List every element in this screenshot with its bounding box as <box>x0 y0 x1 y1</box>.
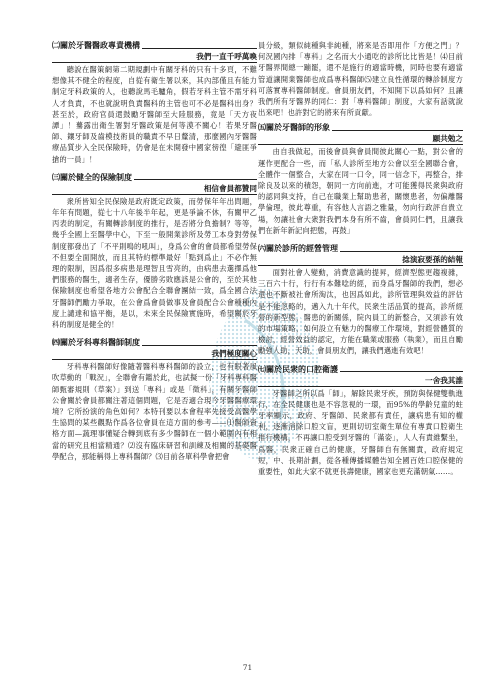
heading-rule <box>340 366 463 372</box>
subheading-management: 捻演寂要孫的結報 <box>258 254 463 266</box>
heading-rule <box>332 125 463 131</box>
section-heading-text: ㈥關於診所的經營管理 <box>258 244 338 254</box>
section-heading-text: ㈣關於牙科專科醫師制度 <box>52 338 140 348</box>
body-paragraph: 面對社會人變動，消費意識的提昇，經濟型態更趨複雜，三百六十行，行行有本難唸的經，而身爲牙醫師的我們，想必還也不斷被社會所淘汰，也因爲如此，診所管理與效益的評估是不能忽略的，邁入九十年代，民衆生活品質的提高，診所經營的新型態，醫患的新關係，院內員工的新整合，又須診有效的市場策略，如何設立有魅力的醫療工作環境，對經營體質的檢討，經營效益的認定，方能在職業或服務（執業），而且自勵勵強人助，天助，會員朋友們，讓我們邁進有效吧！ <box>258 268 463 356</box>
subheading-oral-health: 一舍我其誰 <box>258 375 463 387</box>
section-heading-text: ㈡關於牙醫醫政專責機構 <box>52 41 140 50</box>
section-heading-text: ㈤關於牙醫師的形象 <box>258 123 330 133</box>
subheading-dental-agency: 我們一直千呼萬喚 <box>52 51 257 63</box>
body-paragraph: 牙科專科醫師好像隨著醫科專科醫師的設立，也有眼著風吹草動的「戰況」，全聯會有鑑於此，也試擬一份「牙科專科醫師甄審規則（草案）」到送「專科」或是「徵科」，有關牙醫師公會關於會員都關注著這個問題，它是否適合現今牙醫醫療環境？它所扮演的角色如何？本特刊要以本會程率先接受高醫學生協問的某些觀點作爲各位會員在這方面的參考——⑴醫師資格方面—蔬理事懂疑合轉到底有多少醫師在一個小範圍內有相當的研究且相當精通？⑵沒有臨床研習和訓練及相關的基礎醫學配合，那能稱得上專科醫師？⑶目前各單科學會把會 <box>52 362 257 461</box>
subheading-insurance: 相信會員都贊同 <box>52 183 257 195</box>
page-number: 71 <box>242 663 253 672</box>
body-paragraph: 衆所皆知全民保險是政府既定政策，而勞保年年出問題，年年有問題，從七十八年後半年起，更是爭論不休，有關甲乙丙表的制定，有關轉診制度的推行，是否將分負擔制？等等，幾乎全國上至醫學中心，下至一般開業診所及勞工本身對勞保制度都發出了「不平則鳴的吼叫」，身爲公會的會員都希望勞保不但要全面開放，而且其特約標準最好「點到爲止」不必作無理的限制，因爲很多病患是理智且雪亮的，由病患去選擇爲他們服務的醫生，適者生存，優勝劣敗應該是公會的，至於其他保險制度也希望各地方公會配合全聯會團結一致，爲全國合法牙醫師們勵力爭取，在公會爲會員做事及會員配合公會種種內度上譴達和協平衡，是以，未來全民保險實施時，希望關於牙科的制度是健全的！ <box>52 196 257 330</box>
subheading-specialist: 我們極度關心 <box>52 348 257 360</box>
left-column <box>52 40 257 462</box>
right-column <box>258 40 463 477</box>
body-paragraph: 由自我做起，而後會員與會員間彼此關心一點，對公會的運作更配合一些，而「私人診所至地方公會以至全國聯合會，全體作一個整合，大家在同一口令，同一信念下，再整合，排除良及以來的積怨，朝同一方向前進，才可能獲得民衆與政府的認同與支持，自己在職業上幫助患者，關懷患者，勿偏離醫學倫理，彼此尊重，有容他人言語之雅量，勿向行政評自貴立場，勿讓社會大衆對我們本身有所不齒，會員同仁們，且讓我們在新年新記向把態，再鼓」 <box>258 147 463 235</box>
section-heading-oral-health <box>258 364 463 375</box>
section-heading-insurance <box>52 172 257 183</box>
heading-rule <box>142 43 257 49</box>
section-heading-dental-agency <box>52 40 257 51</box>
heading-rule <box>340 246 463 252</box>
body-paragraph: 牙醫師之所以爲「師」，解除民衆牙疾，預防與保健雙軌進行，在全民健康也是不容忽視的一環，而95%的學齡兒童的蛀牙率顯示，政府、牙醫師、民衆都有責任，讓病患有知的權利，逐漸消除口腔文盲，更則切切室衛生單位有專責口腔衛生推行機構，不再讓口腔受到牙醫的「滿姿」，人人有責維繫坐，爲醫，民衆正確自己的健康，牙醫師自有無關責，政府規定短，中、長期計劃，從各種傳播媒體告知全國百姓口腔保健的重要性，如此大家不就更長壽健康，國家也更充滿朝氣……。 <box>258 388 463 477</box>
section-heading-management <box>258 243 463 254</box>
body-paragraph: 聽說在醫策網第二期規劃中有關牙科的只有十多頁，不難想像其不健全的程度，自從有衛生署以來，其內部僅且有能力制定牙科政策的人，也聽說馬毛驢角，假若牙科主管不需牙科人才負責，不也就說明負責醫科的主管也可不必是醫科出身？甚至於，政府官員還鼓勵牙醫師至大陸服務，竟是「天方夜譚」！驀露出衛生署對牙醫政策是何等漠不關心！若果牙醫師、鑲牙師及齒模技術員的職責不早日釐清，那麼國內牙醫醫療品質步入全民保險時，仍會是在未開發中國家徬徨「避匪爭搶的一員」！ <box>52 65 257 164</box>
section-heading-image <box>258 122 463 133</box>
section-heading-text: ㈢關於健全的保險制度 <box>52 172 132 182</box>
heading-rule <box>142 340 257 346</box>
continued-paragraph: 員分級，類似純種與非純種，將來是否即用作「方便之門」？何況國內排「專科」之名而大小通吃的診所比比皆是！⑷目前牙醫界間總一蹦罷，還不是施行的適當時機，同時也要有適當管道讓開業醫師也成爲專科醫師⑸建立良性循環的轉診制度方可落實專科醫師制度。會員朋友們，不知開下以爲如何？且讓我們所有牙醫界的同仁：對「專科醫師」制度，大家有話就說出來吧！也許對它的將來有所貢獻。 <box>258 41 463 118</box>
section-heading-specialist <box>52 337 257 348</box>
section-heading-text: ㈦關於民衆的口腔衛護 <box>258 364 338 374</box>
subheading-image: 願共勉之 <box>258 133 463 145</box>
heading-rule <box>134 174 257 180</box>
